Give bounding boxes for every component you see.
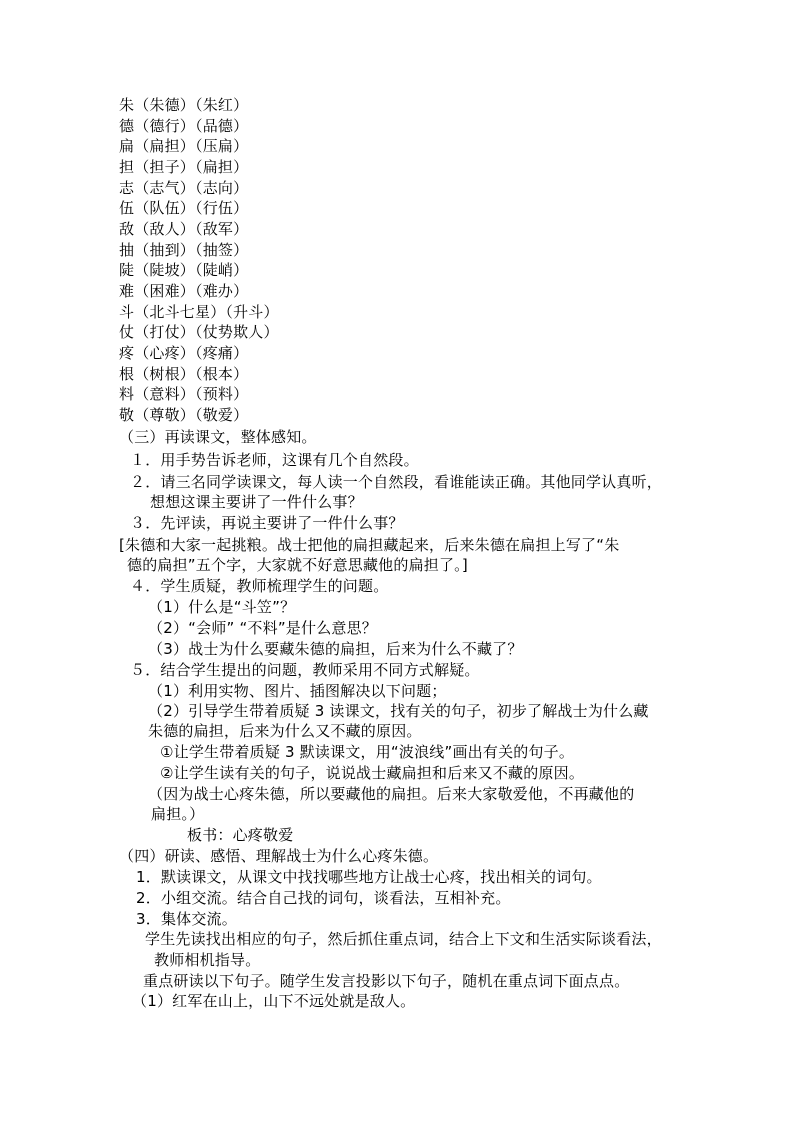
vocab-line: 担（担子）（扁担） (119, 158, 249, 176)
section-heading: （四）研读、感悟、理解战士为什么心疼朱德。 (119, 847, 439, 865)
step-item: ３．先评读，再说主要讲了一件什么事？ (130, 514, 404, 532)
vocab-line: 志（志气）（志向） (119, 179, 249, 197)
vocab-line: 斗（北斗七星）（升斗） (119, 303, 279, 321)
step-item: 2．小组交流。结合自己找的词句，谈看法，互相补充。 (136, 889, 511, 907)
vocab-line: 根（树根）（根本） (119, 365, 249, 383)
answer-text-continued: 德的扁担”五个字，大家就不好意思藏他的扁担了。] (127, 556, 468, 574)
paragraph-text: 重点研读以下句子。随学生发言投影以下句子，随机在重点词下面点点。 (143, 972, 630, 990)
vocab-line: 朱（朱德）（朱红） (119, 96, 249, 114)
step-item: ２．请三名同学读课文，每人读一个自然段，看谁能读正确。其他同学认真听， (130, 473, 663, 491)
vocab-line: 敌（敌人）（敌军） (119, 220, 249, 238)
step-item-continued: 想想这课主要讲了一件什么事？ (150, 493, 363, 511)
question-item: （3）战士为什么要藏朱德的扁担，后来为什么不藏了？ (148, 640, 523, 658)
circled-item: ②让学生读有关的句子，说说战士藏扁担和后来又不藏的原因。 (160, 764, 585, 782)
circled-item: ①让学生带着质疑 3 默读课文，用“波浪线”画出有关的句子。 (160, 743, 575, 761)
step-item: ５．结合学生提出的问题，教师采用不同方式解疑。 (130, 661, 480, 679)
paragraph-text: 学生先读找出相应的句子，然后抓住重点词，结合上下文和生活实际谈看法， (145, 930, 662, 948)
vocab-line: 抽（抽到）（抽签） (119, 241, 249, 259)
answer-text: [朱德和大家一起挑粮。战士把他的扁担藏起来，后来朱德在扁担上写了“朱 (119, 536, 620, 554)
section-heading: （三）再读课文，整体感知。 (119, 428, 317, 446)
reason-text: （因为战士心疼朱德，所以要藏他的扁担。后来大家敬爱他，不再藏他的 (148, 785, 635, 803)
vocab-line: 敬（尊敬）（敬爱） (119, 406, 249, 424)
board-note: 板书：心疼敬爱 (187, 826, 294, 844)
step-item: 1．默读课文，从课文中找找哪些地方让战士心疼，找出相关的词句。 (136, 868, 602, 886)
method-item: （1）利用实物、图片、插图解决以下问题； (148, 682, 447, 700)
vocab-line: 德（德行）（品德） (119, 117, 249, 135)
step-item: ４．学生质疑，教师梳理学生的问题。 (130, 577, 389, 595)
vocab-line: 料（意料）（预料） (119, 385, 249, 403)
vocab-line: 伍（队伍）（行伍） (119, 199, 249, 217)
vocab-line: 疼（心疼）（疼痛） (119, 344, 249, 362)
method-item: （2）引导学生带着质疑 3 读课文，找有关的句子，初步了解战士为什么藏 (148, 702, 649, 720)
reason-text-continued: 扁担。） (151, 805, 205, 823)
question-item: （1）什么是“斗笠”？ (148, 598, 296, 616)
vocab-line: 难（困难）（难办） (119, 282, 249, 300)
vocab-line: 陡（陡坡）（陡峭） (119, 261, 249, 279)
sentence-item: （1）红军在山上，山下不远处就是敌人。 (132, 992, 416, 1010)
vocab-line: 仗（打仗）（仗势欺人） (119, 323, 279, 341)
step-item: １．用手势告诉老师，这课有几个自然段。 (130, 451, 419, 469)
vocab-line: 扁（扁担）（压扁） (119, 137, 249, 155)
step-item: 3．集体交流。 (136, 910, 237, 928)
paragraph-text-continued: 教师相机指导。 (154, 951, 261, 969)
question-item: （2）“会师” “不料”是什么意思？ (148, 619, 377, 637)
method-item-continued: 朱德的扁担，后来为什么又不藏的原因。 (148, 722, 422, 740)
